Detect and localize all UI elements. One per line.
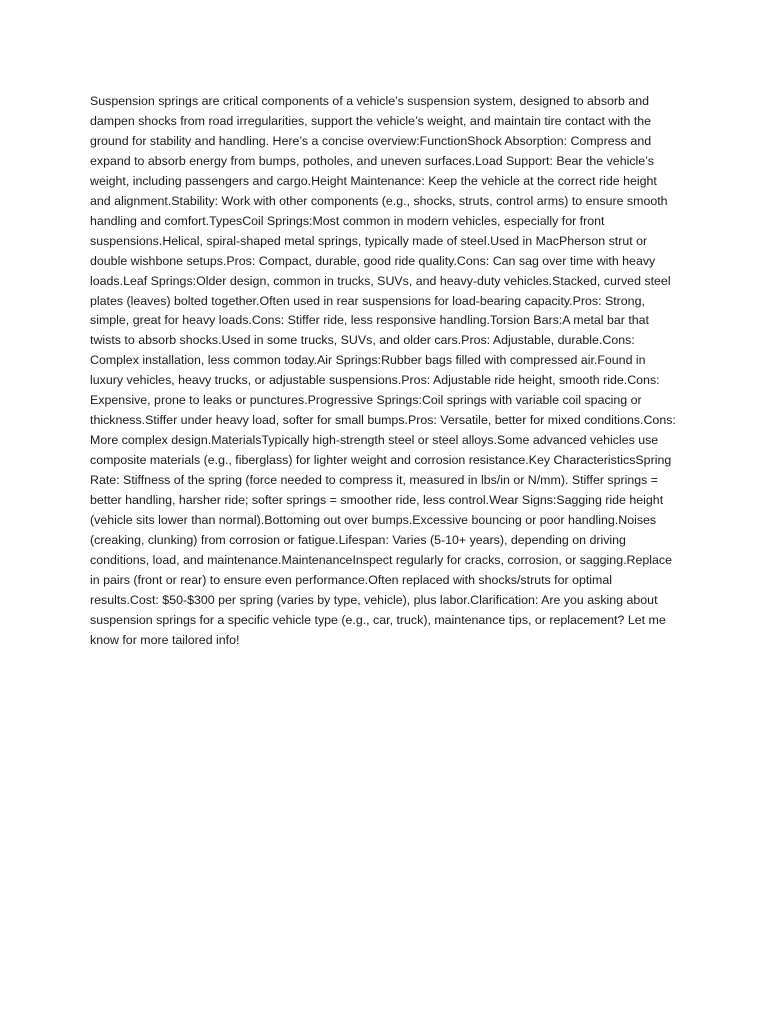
document-body-text: Suspension springs are critical components of a vehicle’s suspension system, designed to absorb and dampen shocks from road irregularities, support the vehicle’s weight, and maintain tire contact with the ground for stability and handling. Here’s a concise overview:FunctionShock Absorption: Compress and expand to absorb energy from bumps, potholes, and uneven surfaces.Load Support: Bear the vehicle’s weight, including passengers and cargo.Height Maintenance: Keep the vehicle at the correct ride height and alignment.Stability: Work with other components (e.g., shocks, struts, control arms) to ensure smooth handling and comfort.TypesCoil Springs:Most common in modern vehicles, especially for front suspensions.Helical, spiral-shaped metal springs, typically made of steel.Used in MacPherson strut or double wishbone setups.Pros: Compact, durable, good ride quality.Cons: Can sag over time with heavy loads.Leaf Springs:Older design, common in trucks, SUVs, and heavy-duty vehicles.Stacked, curved steel plates (leaves) bolted together.Often used in rear suspensions for load-bearing capacity.Pros: Strong, simple, great for heavy loads.Cons: Stiffer ride, less responsive handling.Torsion Bars:A metal bar that twists to absorb shocks.Used in some trucks, SUVs, and older cars.Pros: Adjustable, durable.Cons: Complex installation, less common today.Air Springs:Rubber bags filled with compressed air.Found in luxury vehicles, heavy trucks, or adjustable suspensions.Pros: Adjustable ride height, smooth ride.Cons: Expensive, prone to leaks or punctures.Progressive Springs:Coil springs with variable coil spacing or thickness.Stiffer under heavy load, softer for small bumps.Pros: Versatile, better for mixed conditions.Cons: More complex design.MaterialsTypically high-strength steel or steel alloys.Some advanced vehicles use composite materials (e.g., fiberglass) for lighter weight and corrosion resistance.Key CharacteristicsSpring Rate: Stiffness of the spring (force needed to compress it, measured in lbs/in or N/mm). Stiffer springs = better handling, harsher ride; softer springs = smoother ride, less control.Wear Signs:Sagging ride height (vehicle sits lower than normal).Bottoming out over bumps.Excessive bouncing or poor handling.Noises (creaking, clunking) from corrosion or fatigue.Lifespan: Varies (5-10+ years), depending on driving conditions, load, and maintenance.MaintenanceInspect regularly for cracks, corrosion, or sagging.Replace in pairs (front or rear) to ensure even performance.Often replaced with shocks/struts for optimal results.Cost: $50-$300 per spring (varies by type, vehicle), plus labor.Clarification: Are you asking about suspension springs for a specific vehicle type (e.g., car, truck), maintenance tips, or replacement? Let me know for more tailored info! [90,94,676,647]
